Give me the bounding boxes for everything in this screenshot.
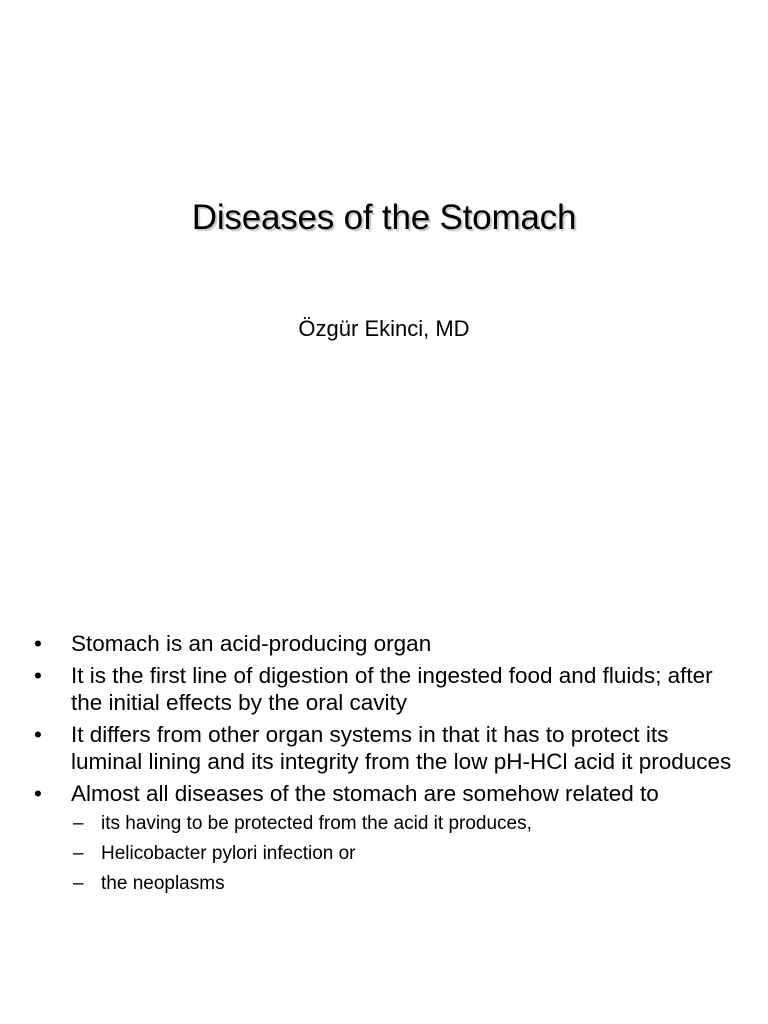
- content-slide: [0, 512, 768, 1024]
- sub-bullet-list: [71, 809, 740, 899]
- bullet-item: [28, 662, 740, 716]
- bullet-item: [28, 780, 740, 899]
- dash-marker: –: [73, 813, 84, 834]
- slide-title: Diseases of the Stomach: [191, 198, 577, 237]
- bullet-text: It is the first line of digestion of the ingested food and fluids; after the initial effects by the oral cavity: [71, 663, 713, 715]
- slide-subtitle-author: Özgür Ekinci, MD: [298, 316, 470, 341]
- bullet-item: [28, 630, 740, 657]
- bullet-list: [28, 630, 740, 904]
- bullet-marker: •: [34, 631, 42, 656]
- dash-marker: –: [73, 843, 84, 864]
- dash-marker: –: [73, 873, 84, 894]
- bullet-text: Almost all diseases of the stomach are somehow related to: [71, 781, 659, 806]
- sub-bullet-item: [71, 869, 740, 899]
- sub-bullet-item: [71, 839, 740, 869]
- sub-bullet-text: its having to be protected from the acid it produces,: [101, 813, 532, 834]
- sub-bullet-item: [71, 809, 740, 839]
- bullet-marker: •: [34, 781, 42, 806]
- bullet-item: [28, 721, 740, 775]
- sub-bullet-text: Helicobacter pylori infection or: [101, 843, 356, 864]
- bullet-text: It differs from other organ systems in that it has to protect its luminal lining and its integrity from the low pH-HCl acid it produces: [71, 722, 732, 774]
- sub-bullet-text: the neoplasms: [101, 873, 225, 894]
- bullet-text: Stomach is an acid-producing organ: [71, 631, 432, 656]
- bullet-marker: •: [34, 722, 42, 747]
- bullet-marker: •: [34, 663, 42, 688]
